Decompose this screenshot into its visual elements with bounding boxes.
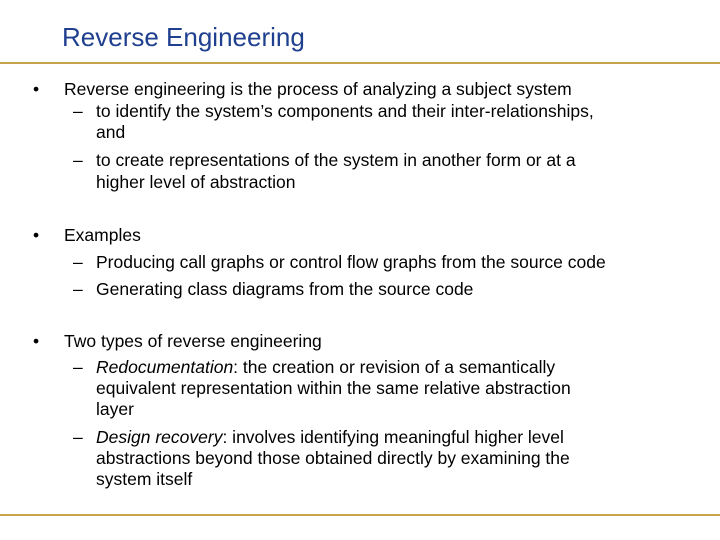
term-design-recovery: Design recovery xyxy=(96,427,223,447)
sub-3-2-line-2: abstractions beyond those obtained directly by examining the xyxy=(96,448,570,468)
sub-1-2-line-2: higher level of abstraction xyxy=(96,172,296,192)
sub-1-2-line-1: to create representations of the system in another form or at a xyxy=(96,150,576,170)
sub-3-2-text: : involves identifying meaningful higher level xyxy=(222,427,564,447)
sub-3-1-line-1 xyxy=(96,356,555,378)
dash-marker: – xyxy=(73,279,83,299)
bullet-marker: • xyxy=(33,225,40,245)
term-redocumentation: Redocumentation xyxy=(96,357,234,377)
slide-title: Reverse Engineering xyxy=(62,22,305,52)
sub-3-1-line-3: layer xyxy=(96,399,134,419)
sub-3-1-text: : the creation or revision of a semantically xyxy=(233,357,556,377)
dash-marker: – xyxy=(73,357,83,377)
sub-3-2-line-1 xyxy=(96,426,564,448)
sub-1-1-line-2: and xyxy=(96,122,126,142)
dash-marker: – xyxy=(73,101,83,121)
sub-1-1-line-1: to identify the system’s components and their inter-relationships, xyxy=(96,101,594,121)
bullet-1-text: Reverse engineering is the process of analyzing a subject system xyxy=(64,79,572,99)
bullet-2-text: Examples xyxy=(64,225,141,245)
sub-3-2-line-3: system itself xyxy=(96,469,193,489)
bullet-marker: • xyxy=(33,79,40,99)
dash-marker: – xyxy=(73,150,83,170)
sub-2-2-line-1: Generating class diagrams from the source code xyxy=(96,279,474,299)
top-rule xyxy=(0,62,720,64)
dash-marker: – xyxy=(73,252,83,272)
dash-marker: – xyxy=(73,427,83,447)
bottom-rule xyxy=(0,514,720,516)
bullet-3-text: Two types of reverse engineering xyxy=(64,331,322,351)
sub-2-1-line-1: Producing call graphs or control flow graphs from the source code xyxy=(96,252,606,272)
bullet-marker: • xyxy=(33,331,40,351)
sub-3-1-line-2: equivalent representation within the same relative abstraction xyxy=(96,378,571,398)
